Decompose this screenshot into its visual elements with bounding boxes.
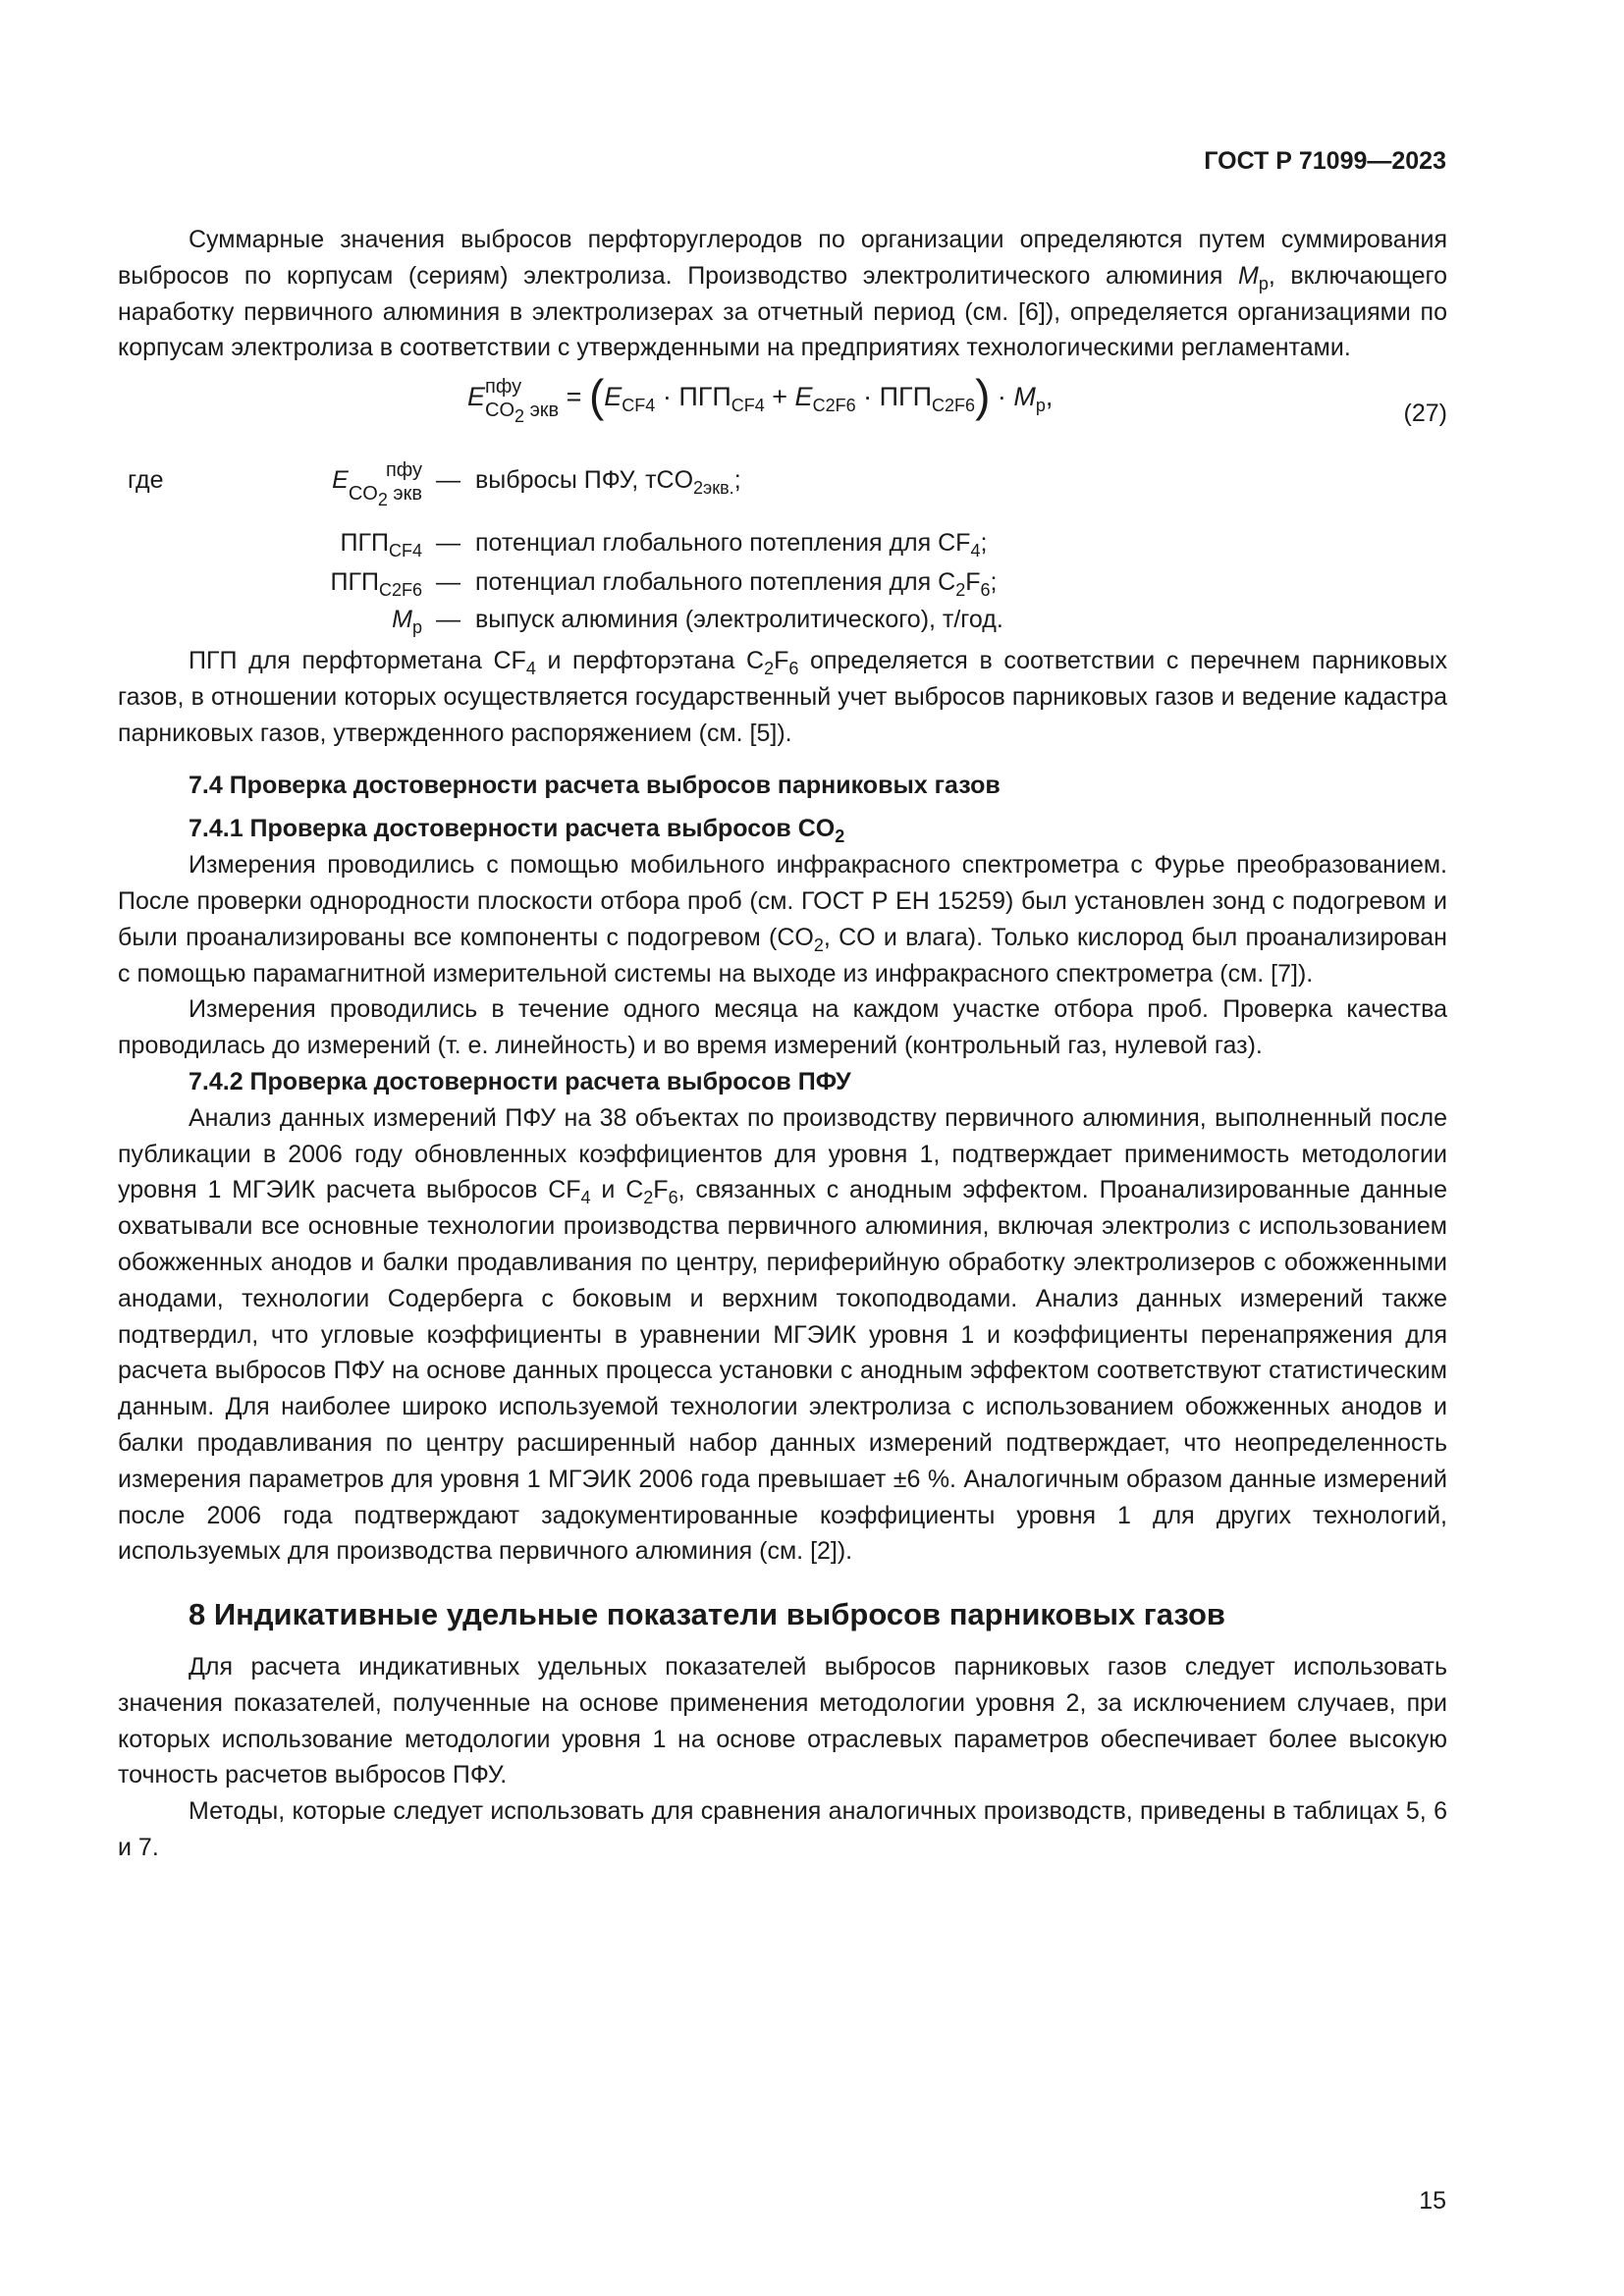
paragraph-summary-emissions: Суммарные значения выбросов перфторуглеродов по организации определяются путем суммирования выбросов по корпусам (сериям) электролиза. Производство электролитического алюминия $M_р$, включающего наработку первичного алюминия в электролизерах за отчетный период (см. [6]), определяется организациями по корпусам электролиза в соответствии с утвержденными на предприятиях технологическими регламентами. <box>118 226 1447 362</box>
formula-expression: E пфу $CO_2$ экв = $(E_{CF4} \cdot ПГП_{CF4} + E_{C2F6} \cdot ПГП_{C2F6}) \cdot M_р$, <box>467 370 1054 427</box>
paragraph-indicative-indicators: Для расчета индикативных удельных показателей выбросов парниковых газов следует использовать значения показателей, полученные на основе применения методологии уровня 2, за исключением случаев, при которых использование методологии уровня 1 на основе отраслевых параметров обеспечивает более высокую точность расчетов выбросов ПФУ. <box>118 1652 1447 1789</box>
legend-row-gwp-c2f6: $ПГП_{C2F6}$ — потенциал глобального потепления для $C_2F_6$; <box>330 568 998 601</box>
formula-legend <box>118 456 1447 643</box>
legend-row-emissions: где E пфу $CO_2$ экв — выбросы ПФУ, тCO$_{2экв.}$; <box>128 458 741 509</box>
paragraph-gwp-definition: ПГП для перфторметана $CF_4$ и перфторэтана $C_2F_6$ определяется в соответствии с перечнем парниковых газов, в отношении которых осуществляется государственный учет выбросов парниковых газов и ведение кадастра парниковых газов, утвержденного распоряжением (см. [5]). <box>118 647 1447 747</box>
paragraph-comparison-methods: Методы, которые следует использовать для сравнения аналогичных производств, приведены в таблицах 5, 6 и 7. <box>118 1797 1447 1861</box>
formula-27 <box>118 370 1447 445</box>
page-content <box>118 222 1447 1866</box>
paragraph-ftir-measurements: Измерения проводились с помощью мобильного инфракрасного спектрометра с Фурье преобразованием. После проверки однородности плоскости отбора проб (см. ГОСТ Р ЕН 15259) был установлен зонд с подогревом и были проанализированы все компоненты с подогревом ($CO_2$, CO и влага). Только кислород был проанализирован с помощью парамагнитной измерительной системы на выходе из инфракрасного спектрометра (см. [7]). <box>118 851 1447 988</box>
section-heading-7-4: 7.4 Проверка достоверности расчета выбросов парниковых газов <box>189 771 1001 799</box>
section-heading-7-4-1: 7.4.1 Проверка достоверности расчета выбросов $CO_2$ <box>189 815 845 847</box>
page-number: 15 <box>1419 2187 1446 2215</box>
paragraph-quality-check: Измерения проводились в течение одного месяца на каждом участке отбора проб. Проверка качества проводилась до измерений (т. е. линейность) и во время измерений (контрольный газ, нулевой газ). <box>118 995 1447 1060</box>
legend-row-gwp-cf4: $ПГП_{CF4}$ — потенциал глобального потепления для $CF_4$; <box>340 529 988 561</box>
legend-row-aluminium-output: $M_р$ — выпуск алюминия (электролитического), т/год. <box>392 606 1003 638</box>
formula-number: (27) <box>1403 400 1447 428</box>
section-heading-7-4-2: 7.4.2 Проверка достоверности расчета выбросов ПФУ <box>189 1067 851 1095</box>
paragraph-pfc-analysis: Анализ данных измерений ПФУ на 38 объектах по производству первичного алюминия, выполненный после публикации в 2006 году обновленных коэффициентов для уровня 1, подтверждает применимость методологии уровня 1 МГЭИК расчета выбросов $CF_4$ и $C_2F_6$, связанных с анодным эффектом. Проанализированные данные охватывали все основные технологии производства первичного алюминия, включая электролиз с использованием обожженных анодов и балки продавливания по центру, периферийную обработку электролизеров с обожженными анодами, технологии Содерберга с боковым и верхним токоподводами. Анализ данных измерений также подтвердил, что угловые коэффициенты в уравнении МГЭИК уровня 1 и коэффициенты перенапряжения для расчета выбросов ПФУ на основе данных процесса установки с анодным эффектом соответствуют статистическим данным. Для наиболее широко используемой технологии электролиза с использованием обожженных анодов и балки продавливания по центру расширенный набор данных измерений подтверждает, что неопределенность измерения параметров для уровня 1 МГЭИК 2006 года превышает ±6 %. Аналогичным образом данные измерений после 2006 года подтверждают задокументированные коэффициенты уровня 1 для других технологий, используемых для производства первичного алюминия (см. [2]). <box>118 1103 1447 1566</box>
document-code-header: ГОСТ Р 71099—2023 <box>1204 147 1446 175</box>
section-heading-8: 8 Индикативные удельные показатели выбросов парниковых газов <box>189 1597 1225 1632</box>
